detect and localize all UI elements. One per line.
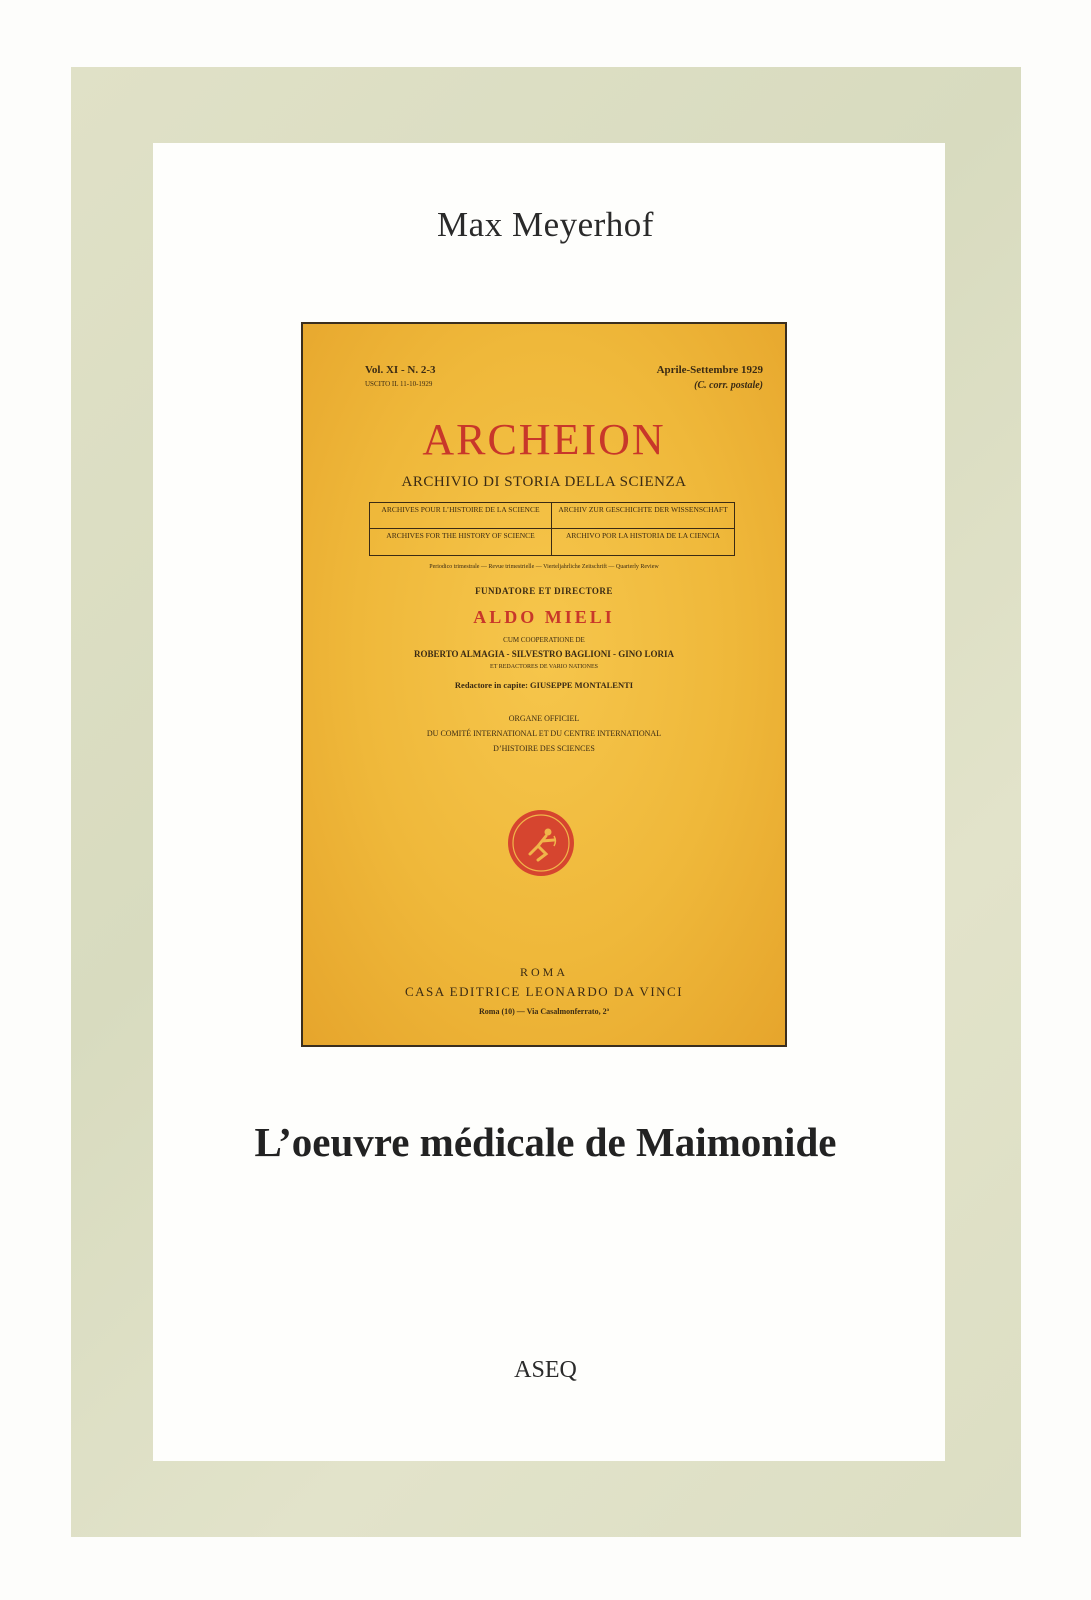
journal-date: Aprile-Settembre 1929 <box>656 364 763 376</box>
journal-cover-image <box>301 322 787 1047</box>
organ-line: D’HISTOIRE DES SCIENCES <box>493 744 595 753</box>
editor-name: ALDO MIELI <box>473 607 615 627</box>
book-title: L’oeuvre médicale de Maimonide <box>254 1119 837 1165</box>
collaborators: ROBERTO ALMAGIA - SILVESTRO BAGLIONI - GINO LORIA <box>414 649 674 659</box>
archive-name-cell: ARCHIV ZUR GESCHICHTE DER WISSENSCHAFT <box>552 503 734 529</box>
journal-volume: Vol. XI - N. 2-3 <box>365 364 436 376</box>
journal-subtitle: ARCHIVIO DI STORIA DELLA SCIENZA <box>401 474 687 490</box>
journal-subscription: USCITO IL 11-10-1929 <box>365 380 433 388</box>
archive-name-cell: ARCHIVES POUR L’HISTOIRE DE LA SCIENCE <box>370 503 552 529</box>
organ-line: DU COMITÉ INTERNATIONAL ET DU CENTRE INTERNATIONAL <box>426 729 662 738</box>
journal-press: CASA EDITRICE LEONARDO DA VINCI <box>404 984 684 999</box>
journal-postal: (C. corr. postale) <box>694 380 763 391</box>
organ-line: ORGANE OFFICIEL <box>508 714 580 723</box>
journal-city: ROMA <box>519 965 568 979</box>
archive-name-cell: ARCHIVO POR LA HISTORIA DE LA CIENCIA <box>565 531 721 540</box>
archive-names-table <box>369 502 735 556</box>
journal-address: Roma (10) — Via Casalmonferrato, 2ª <box>479 1007 609 1016</box>
founder-label: FUNDATORE ET DIRECTORE <box>475 586 613 596</box>
journal-languages: Periodico trimestrale — Revue trimestrielle — Vierteljahrliche Zeitschrift — Quarterly Review <box>429 564 659 570</box>
collab-label: CUM COOPERATIONE DE <box>503 636 585 644</box>
archive-name-cell: ARCHIVES FOR THE HISTORY OF SCIENCE <box>370 529 552 555</box>
author-name: Max Meyerhof <box>437 205 654 244</box>
journal-title: ARCHEION <box>422 415 666 464</box>
chief-editor: Redactore in capite: GIUSEPPE MONTALENTI <box>454 680 634 690</box>
seal-emblem <box>508 810 574 876</box>
publisher-name: ASEQ <box>514 1357 577 1383</box>
redactors: ET REDACTORES DE VARIO NATIONES <box>490 664 598 670</box>
